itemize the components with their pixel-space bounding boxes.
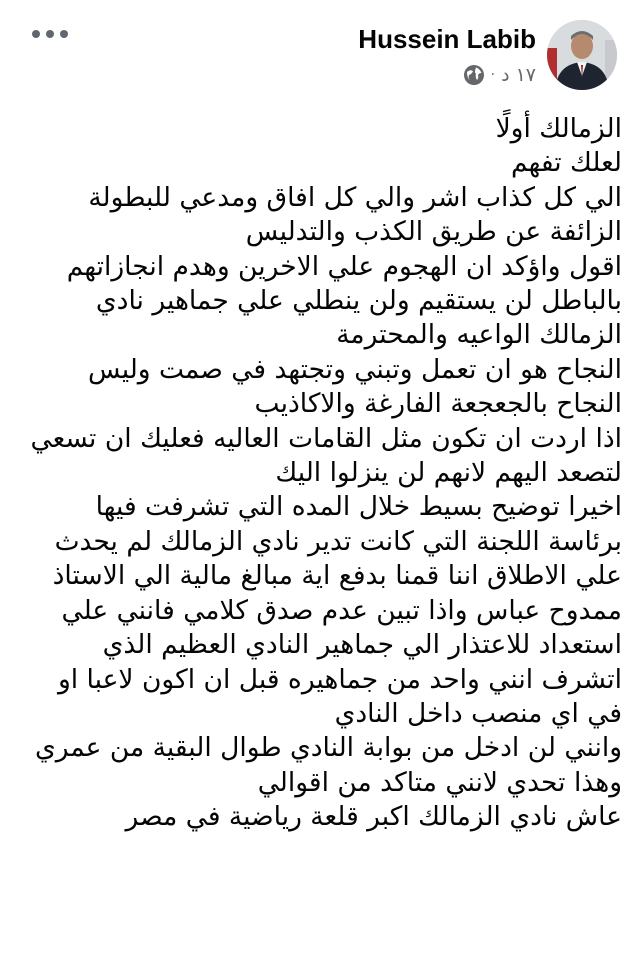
post-paragraph: اذا اردت ان تكون مثل القامات العاليه فعليك ان تسعي لتصعد اليهم لانهم لن ينزلوا اليك xyxy=(30,422,622,489)
more-options-icon[interactable] xyxy=(32,22,68,46)
post-paragraph: النجاح هو ان تعمل وتبني وتجتهد في صمت وليس النجاح بالجعجعة الفارغة والاكاذيب xyxy=(87,353,622,420)
post-paragraph: اقول واؤكد ان الهجوم علي الاخرين وهدم انجازاتهم بالباطل لن يستقيم ولن ينطلي علي جماهير نادي الزمالك الواعيه والمحترمة xyxy=(66,250,622,351)
post-header xyxy=(0,0,640,110)
post-paragraph: وانني لن ادخل من بوابة النادي طوال البقية من عمري وهذا تحدي لانني متاكد من اقوالي xyxy=(34,732,622,798)
post-paragraph: لعلك تفهم xyxy=(510,147,622,179)
meta-separator: · xyxy=(490,67,496,83)
profile-photo xyxy=(547,20,617,90)
post-time[interactable]: ١٧ د xyxy=(501,64,536,86)
post-body xyxy=(18,112,622,835)
post-paragraph: عاش نادي الزمالك اكبر قلعة رياضية في مصر xyxy=(125,801,622,833)
post-meta xyxy=(463,64,536,86)
post-paragraph: اخيرا توضيح بسيط خلال المده التي تشرفت فيها برئاسة اللجنة التي كانت تدير نادي الزمالك لم يحدث علي الاطلاق اننا قمنا بدفع اية مبالغ مالية الي الاستاذ ممدوح عباس واذا تبين عدم صدق كلامي فانني علي استعداد للاعتذار الي جماهير النادي العظيم الذي اتشرف انني واحد من جماهيره قبل ان اكون لاعبا او في اي منصب داخل النادي xyxy=(52,491,622,729)
globe-icon[interactable] xyxy=(463,64,485,86)
avatar[interactable] xyxy=(547,20,617,90)
post-paragraph: الي كل كذاب اشر والي كل افاق ومدعي للبطولة الزائفة عن طريق الكذب والتدليس xyxy=(88,181,622,248)
post-paragraph: الزمالك أولًا xyxy=(495,113,622,144)
author-name[interactable]: Hussein Labib xyxy=(358,24,536,54)
